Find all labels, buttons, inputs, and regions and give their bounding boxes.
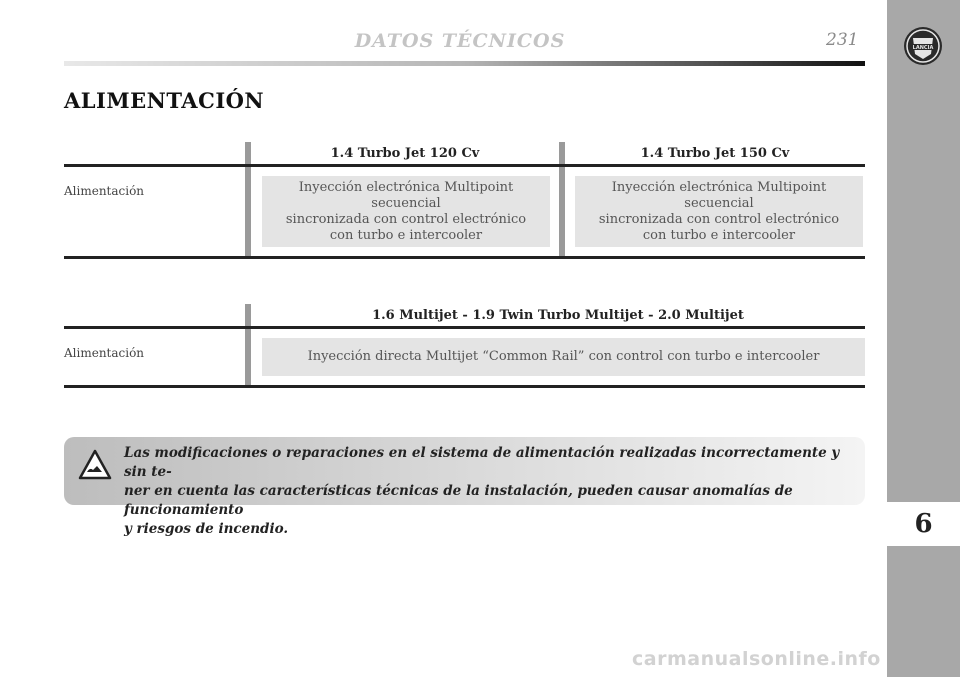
logo-text: LANCIA	[912, 45, 934, 51]
table1-col-header-2: 1.4 Turbo Jet 150 Cv	[640, 146, 790, 161]
table2-bottom-rule	[64, 385, 865, 388]
section-title: ALIMENTACIÓN	[64, 88, 265, 113]
page-number: 231	[826, 30, 859, 50]
warning-line-1: Las modificaciones o reparaciones en el sistema de alimentación realizadas incorrectamente y sin te-	[124, 445, 840, 480]
table2-col-header: 1.6 Multijet - 1.9 Twin Turbo Multijet - 2.0 Multijet	[372, 308, 744, 323]
table1-cell-1	[262, 176, 550, 247]
table1-cell-2-line-1: Inyección electrónica Multipoint secuencial	[611, 179, 827, 211]
table1-cell-1-line-1: Inyección electrónica Multipoint secuencial	[298, 179, 514, 211]
chapter-tab[interactable]	[887, 502, 960, 546]
header-rule	[64, 61, 865, 66]
table1-cell-2-line-3: con turbo e intercooler	[642, 227, 796, 243]
header-title: DATOS TÉCNICOS	[354, 30, 566, 52]
table1-header-rule	[64, 164, 865, 167]
warning-line-3: y riesgos de incendio.	[124, 521, 289, 537]
chapter-sidebar	[887, 0, 960, 677]
lancia-logo-icon	[903, 26, 943, 66]
watermark: carmanualsonline.info	[632, 648, 881, 670]
table1-row-label: Alimentación	[64, 184, 145, 198]
table1-col-header-1: 1.4 Turbo Jet 120 Cv	[330, 146, 480, 161]
warning-triangle-icon	[78, 448, 112, 482]
table1-cell-1-line-2: sincronizada con control electrónico	[285, 211, 527, 227]
table1-bottom-rule	[64, 256, 865, 259]
table2-cell	[262, 338, 865, 376]
chapter-number: 6	[914, 509, 933, 539]
table2-row-label: Alimentación	[64, 346, 145, 360]
warning-line-2: ner en cuenta las características técnicas de la instalación, pueden causar anomalías de funcionamiento	[124, 483, 793, 518]
table1-cell-2-line-2: sincronizada con control electrónico	[598, 211, 840, 227]
table1-cell-1-line-3: con turbo e intercooler	[329, 227, 483, 243]
warning-text	[124, 444, 854, 539]
table2-cell-text: Inyección directa Multijet “Common Rail” con control con turbo e intercooler	[307, 349, 820, 364]
table2-header-rule	[64, 326, 865, 329]
table1-cell-2	[575, 176, 863, 247]
